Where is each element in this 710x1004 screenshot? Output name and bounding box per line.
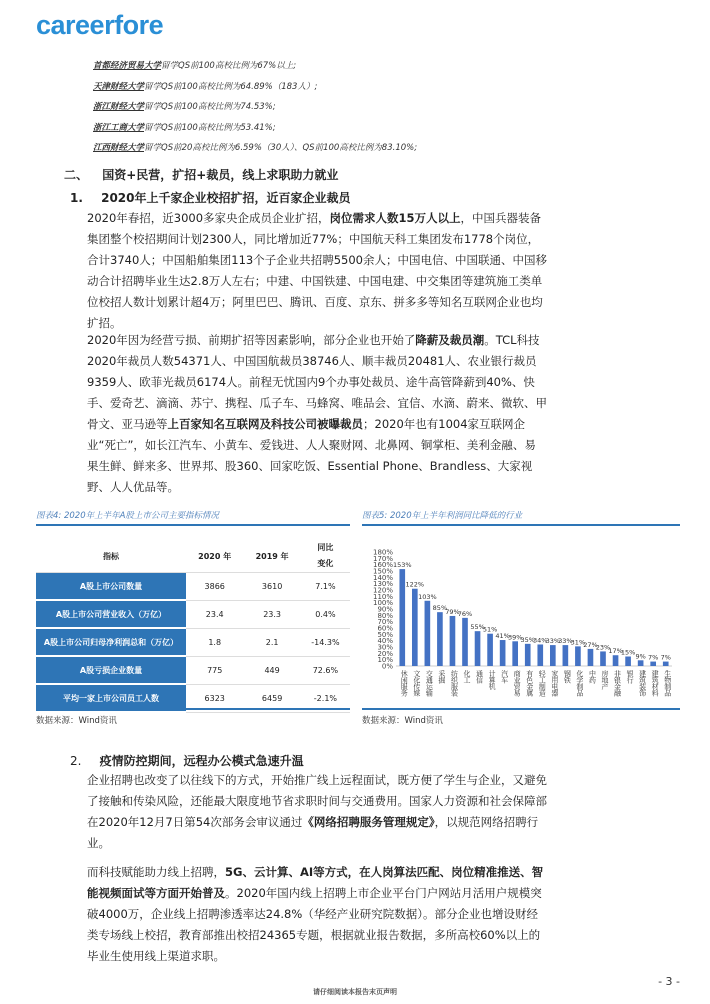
paragraph-remote-interviews — [87, 770, 547, 854]
table-cell: -14.3% — [301, 629, 350, 657]
bar — [613, 655, 619, 666]
subsection-number: 1. — [70, 191, 83, 205]
figure-4-label: 图表4: 2020年上半年A股上市公司主要指标情况 — [36, 511, 219, 521]
row-label: A股亏损企业数量 — [36, 657, 186, 685]
figure-4-source: 数据来源：Wind资讯 — [36, 716, 117, 726]
data-label: 17% — [608, 647, 623, 656]
bar — [537, 644, 543, 666]
data-label: 79% — [445, 607, 460, 616]
subsection-title: 疫情防控期间，远程办公模式急速升温 — [99, 754, 304, 768]
table-cell: 2.1 — [243, 629, 300, 657]
bar — [487, 634, 493, 666]
university-list — [93, 56, 417, 159]
data-label: 76% — [457, 609, 473, 618]
category-label: 房地产 — [601, 670, 609, 690]
table-cell: 72.6% — [301, 657, 350, 685]
table-row — [36, 601, 350, 629]
table-cell: 0.4% — [301, 601, 350, 629]
category-label: 交通运输 — [425, 670, 434, 696]
data-label: 33% — [558, 637, 573, 646]
bar — [638, 660, 644, 666]
bar — [500, 640, 506, 666]
row-label: A股上市公司营业收入（万亿） — [36, 601, 186, 629]
paragraph-layoffs — [87, 330, 547, 498]
category-label: 中药 — [588, 670, 597, 683]
subsection-number: 2. — [70, 754, 82, 768]
table-header-row — [36, 540, 350, 573]
footer-disclaimer: 请仔细阅读本报告末页声明 — [313, 988, 397, 996]
subsection-heading-1 — [70, 189, 351, 206]
bar — [512, 641, 518, 666]
bar — [437, 612, 443, 666]
category-label: 计算机 — [488, 670, 497, 690]
subsection-title: 2020年上千家企业校招扩招，近百家企业裁员 — [101, 191, 351, 205]
section-number: 二、 — [64, 168, 89, 182]
data-label: 33% — [545, 637, 561, 646]
category-label: 有色金属 — [525, 670, 534, 696]
emphasis-text: 上百家知名互联网及科技公司被曝裁员 — [167, 417, 363, 431]
y-tick-label: 30% — [377, 643, 393, 652]
university-name: 首都经济贸易大学 — [93, 61, 162, 71]
category-label: 钢铁 — [563, 670, 572, 683]
data-label: 85% — [432, 604, 448, 613]
university-detail: 留学QS前20高校比例为6.59%（30人）、QS前100高校比例为83.10%; — [144, 143, 418, 153]
table-row — [36, 629, 350, 657]
data-label: 51% — [482, 625, 498, 634]
data-label: 39% — [507, 633, 523, 642]
table-cell: 449 — [243, 657, 300, 685]
row-label: 平均一家上市公司员工人数 — [36, 685, 186, 713]
bar — [525, 644, 531, 666]
bar — [412, 589, 418, 666]
university-detail: 留学QS前100高校比例为64.89%（183人）; — [144, 81, 318, 92]
bar — [650, 662, 656, 666]
category-label: 轻工制造 — [538, 670, 547, 696]
y-tick-label: 170% — [372, 554, 393, 563]
emphasis-text: 5G、云计算、AI等方式，在人岗算法匹配、岗位精准推送、智能视频面试等方面开始普及 — [87, 865, 544, 900]
y-tick-label: 80% — [377, 611, 393, 620]
table-cell: 23.3 — [243, 601, 300, 629]
category-label: 文化传媒 — [412, 670, 421, 696]
y-tick-label: 20% — [377, 649, 393, 658]
university-item — [93, 56, 417, 77]
figure-5-rule — [362, 524, 680, 526]
bar — [550, 645, 556, 666]
data-label: 7% — [648, 653, 659, 662]
bar — [450, 616, 456, 666]
category-label: 非银金融 — [613, 670, 622, 696]
table-cell: -2.1% — [301, 685, 350, 713]
figure-5-source: 数据来源：Wind资讯 — [362, 716, 443, 726]
data-label: 35% — [520, 635, 535, 644]
category-label: 建筑材料 — [651, 670, 660, 696]
emphasis-text: 降薪及裁员潮 — [415, 333, 485, 347]
university-name: 浙江财经大学 — [93, 102, 145, 112]
figure-4-rule — [36, 524, 350, 526]
y-tick-label: 180% — [372, 548, 393, 557]
y-tick-label: 120% — [372, 586, 393, 595]
table-cell: 775 — [186, 657, 243, 685]
bar — [462, 618, 468, 666]
university-name: 浙江工商大学 — [93, 122, 145, 133]
data-label: 23% — [595, 643, 611, 652]
table-cell: 1.8 — [186, 629, 243, 657]
bar — [625, 657, 631, 667]
data-label: 27% — [583, 640, 598, 649]
category-label: 化工 — [463, 670, 471, 683]
bar — [588, 649, 594, 666]
category-label: 生物制品 — [663, 670, 672, 696]
table-row — [36, 657, 350, 685]
y-tick-label: 110% — [372, 592, 393, 601]
profit-decline-bar-chart — [362, 530, 680, 708]
body-text: ，以规范网络招聘行业。 — [87, 815, 539, 850]
column-header: 2020 年 — [186, 540, 243, 573]
paragraph-campus-hiring — [87, 208, 547, 334]
figure-5-label: 图表5: 2020年上半年利润同比降低的行业 — [362, 511, 523, 521]
data-label: 34% — [533, 636, 548, 645]
bar — [425, 601, 431, 666]
data-label: 7% — [660, 653, 671, 662]
column-header: 指标 — [36, 540, 186, 573]
figure-4-bottom-rule — [36, 708, 350, 710]
emphasis-text: 《网络招聘服务管理规定》 — [302, 815, 435, 829]
data-label: 103% — [418, 592, 437, 601]
column-header: 2019 年 — [243, 540, 300, 573]
bar — [475, 631, 481, 666]
y-tick-label: 130% — [372, 580, 393, 589]
table-cell: 6323 — [186, 685, 243, 713]
row-label: A股上市公司归母净利润总和（万亿） — [36, 629, 186, 657]
data-label: 9% — [635, 652, 646, 661]
data-label: 31% — [570, 638, 586, 647]
body-text: 。TCL科技2020年裁员人数54371人、中国国航裁员38746人、顺丰裁员20481人、农业银行裁员9359人、欧菲光裁员6174人。前程无忧国内9个办事处裁员、途牛高管降薪到40%、快手、爱奇艺、滴滴、苏宁、携程、瓜子车、马蜂窝、唯品会、宜信、水滴、蔚来、微软、甲骨文、亚马逊等 — [87, 333, 547, 431]
y-tick-label: 140% — [372, 573, 393, 582]
category-label: 采掘 — [437, 670, 446, 683]
y-tick-label: 0% — [381, 662, 393, 671]
bar — [575, 646, 581, 666]
page-number: - 3 - — [658, 975, 680, 988]
university-detail: 留学QS前100高校比例为74.53%; — [144, 102, 276, 112]
brand-logo: careerfore — [36, 10, 164, 40]
category-label: 家用电器 — [550, 670, 559, 696]
y-tick-label: 60% — [377, 624, 393, 633]
bar — [600, 651, 606, 666]
section-heading — [64, 166, 338, 183]
section-title: 国资+民营，扩招+裁员，线上求职助力就业 — [102, 168, 339, 182]
table-cell: 23.4 — [186, 601, 243, 629]
body-text: 2020年因为经营亏损、前期扩招等因素影响，部分企业也开始了 — [87, 333, 416, 347]
category-label: 银行 — [626, 670, 635, 683]
category-label: 通信 — [475, 670, 484, 683]
paragraph-tech-recruiting — [87, 862, 547, 967]
university-detail: 留学QS前100高校比例为53.41%; — [144, 122, 276, 133]
body-text: 而科技赋能助力线上招聘， — [87, 865, 225, 879]
university-name: 江西财经大学 — [93, 143, 145, 153]
subsection-heading-2 — [70, 752, 304, 769]
table-cell: 3610 — [243, 573, 300, 601]
category-label: 商业贸易 — [513, 670, 522, 696]
university-name: 天津财经大学 — [93, 81, 145, 92]
category-label: 休闲服务 — [400, 670, 409, 696]
row-label: A股上市公司数量 — [36, 573, 186, 601]
column-header: 同比 变化 — [301, 540, 350, 573]
body-text: 企业招聘也改变了以往线下的方式，开始推广线上远程面试，既方便了学生与企业，又避免了接触和传染风险，还能最大限度地节省求职时间与交通费用。国家人力资源和社会保障部在2020年12月7日第54次部务会审议通过 — [87, 773, 547, 829]
indicator-table — [36, 540, 350, 713]
table-cell: 6459 — [243, 685, 300, 713]
table-cell: 7.1% — [301, 573, 350, 601]
figure-5-bottom-rule — [362, 708, 680, 710]
data-label: 41% — [495, 632, 510, 641]
university-item — [93, 77, 417, 98]
body-text: ；2020年也有1004家互联网企业“死亡”，如长江汽车、小黄车、爱钱进、人人聚财网、北鼻网、铜掌柜、美利金融、易果生鲜、鲜来多、世界邦、股360、回家吃饭、Essential Phone、Brandless、大家视野、人人优品等。 — [87, 417, 536, 494]
body-text: ，中国兵器装备集团整个校招期间计划2300人，同比增加近77%；中国航天科工集团发布1778个岗位，合计3740人；中国船舶集团113个子企业共招聘5500余人；中国电信、中国联通、中国移动合计招聘毕业生达2.8万人左右；中建、中国铁建、中国电建、中交集团等建筑施工类单位校招人数计划累计超4万；阿里巴巴、腾讯、百度、京东、拼多多等知名互联网企业也均扩招。 — [87, 211, 547, 330]
university-item — [93, 118, 417, 139]
y-tick-label: 160% — [372, 561, 393, 570]
category-label: 汽车 — [500, 670, 509, 683]
category-label: 建筑装饰 — [638, 670, 647, 696]
category-label: 纺织服装 — [450, 670, 459, 696]
university-item — [93, 97, 417, 118]
y-tick-label: 90% — [377, 605, 393, 614]
bar — [663, 662, 669, 666]
y-tick-label: 50% — [377, 630, 393, 639]
table-row — [36, 573, 350, 601]
body-text: 。2020年国内线上招聘上市企业平台门户网站月活用户规模突破4000万，企业线上招聘渗透率达24.8%（华经产业研究院数据）。部分企业也增设财经类专场线上校招，教育部推出校招24365专题，根据就业报告数据，多所高校60%以上的毕业生使用线上渠道求职。 — [87, 886, 542, 963]
y-tick-label: 40% — [377, 637, 393, 646]
emphasis-text: 岗位需求人数15万人以上 — [329, 211, 461, 225]
data-label: 55% — [470, 623, 485, 632]
y-tick-label: 150% — [372, 567, 393, 576]
data-label: 15% — [620, 648, 636, 657]
bar — [563, 645, 569, 666]
body-text: 2020年春招，近3000多家央企成员企业扩招， — [87, 211, 330, 225]
bar — [399, 569, 405, 666]
category-label: 化学制品 — [575, 670, 584, 696]
table-cell: 3866 — [186, 573, 243, 601]
university-item — [93, 138, 417, 159]
data-label: 153% — [392, 561, 412, 570]
y-tick-label: 100% — [372, 599, 393, 608]
y-tick-label: 10% — [377, 656, 393, 665]
university-detail: 留学QS前100高校比例为67%以上; — [161, 61, 297, 71]
data-label: 122% — [405, 580, 425, 589]
y-tick-label: 70% — [377, 618, 393, 627]
